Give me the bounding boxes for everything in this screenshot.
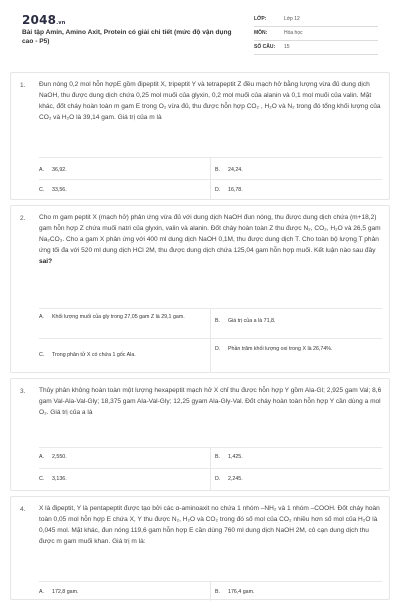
option-text: 2,245. [228,476,243,482]
option-letter: B. [215,589,221,595]
option-b[interactable] [215,167,243,174]
option-letter: D. [215,187,221,193]
question-card-1 [10,72,390,200]
option-letter: A. [39,314,45,320]
option-a[interactable] [39,314,202,321]
option-c[interactable] [39,352,136,359]
option-text: 24,24. [228,167,243,173]
option-letter: A. [39,589,45,595]
option-text: Phần trăm khối lượng oxi trong X là 26,74%. [228,346,333,352]
question-card-4 [10,496,390,600]
option-letter: D. [215,346,221,352]
option-a[interactable] [39,167,67,174]
logo-suffix: .vn [56,20,66,26]
question-text: Thủy phân không hoàn toàn một lượng hexapeptit mạch hở X chỉ thu được hỗn hợp Y gồm Ala-Gl; 2,925 gam Val; 8,6 gam Val-Ala-Val-Gly; 18,375 gam Ala-Val-Gly; 12,25 gyam Ala-Gly-Val. Đốt cháy hoàn toàn hỗn hợp Y cần dùng a mol O₂. Giá trị của a là [39,387,382,416]
option-letter: C. [39,187,45,193]
option-divider [39,179,382,180]
option-letter: B. [215,318,221,324]
option-letter: A. [39,167,45,173]
option-b[interactable] [215,589,255,596]
question-number: 1. [20,82,26,89]
option-c[interactable] [39,476,67,483]
question-card-3 [10,378,390,491]
meta-value: Hóa học [284,30,303,36]
option-divider [210,447,211,491]
option-text: 176,4 gam. [228,589,255,595]
document-header [0,0,400,58]
option-divider [39,338,382,339]
meta-row-subject [254,29,378,41]
meta-label: SỐ CÂU: [254,44,276,50]
question-text: Đun nóng 0,2 mol hỗn hợpE gồm đipeptit X, tripeptit Y và tetrapeptit Z đều mạch hở bằng lượng vừa đủ dung dịch NaOH, thu được dung dịch chứa 0,25 mol muối của glyxin, 0,2 mol muối của alanin và 0,1 mol muối của valin. Mặt khác, đốt cháy hoàn toàn m gam E trong O₂ vừa đủ, thu được hỗn hợp CO₂ , H₂O và N₂ trong đó tổng khối lượng của CO₂ và H₂O là 39,14 gam. Giá trị của m là [39,81,381,121]
option-divider [39,468,382,469]
option-text: 36,92. [52,167,67,173]
option-c[interactable] [39,187,67,194]
option-text: 33,56. [52,187,67,193]
option-text: Trong phân tử X có chứa 1 gốc Ala. [52,352,136,358]
option-text: 172,8 gam. [52,589,79,595]
option-text: 1,425. [228,454,243,460]
meta-row-grade [254,15,378,27]
question-body: Cho m gam peptit X (mạch hở) phản ứng vừa đủ với dung dịch NaOH đun nóng, thu được dung dịch chứa (m+18,2) gam hỗn hợp Z chứa muối natri của glyxin, valin và alanin. Đốt cháy hoàn toàn Z thu được N₂, CO₂, H₂O và 26,5 gam Na₂CO₃. Cho a gam X phản ứng với 400 ml dung dịch NaOH 0,1M, thu được dung dịch T. Cho toàn bộ lượng T phản ứng tối đa với 520 ml dung dịch HCl 2M, thu được dung dịch chứa 125,04 gam hỗn hợp muối. Kết luận nào sau đây [39,214,381,254]
option-b[interactable] [215,318,275,325]
question-number: 3. [20,388,26,395]
site-logo[interactable] [22,13,66,27]
option-letter: B. [215,167,221,173]
option-d[interactable] [215,346,378,353]
option-letter: C. [39,476,45,482]
option-text: 3,136. [52,476,67,482]
question-number: 4. [20,506,26,513]
page-title: Bài tập Amin, Amino Axit, Protein có giải chi tiết (mức độ vận dụng cao - P5) [22,29,232,45]
option-letter: D. [215,476,221,482]
option-divider [210,581,211,601]
option-a[interactable] [39,454,67,461]
option-text: 2,550. [52,454,67,460]
option-text: 16,78. [228,187,243,193]
question-card-2 [10,205,390,373]
option-divider [210,308,211,373]
option-d[interactable] [215,187,243,194]
option-d[interactable] [215,476,243,483]
logo-text: 2048 [22,13,57,27]
question-text: X là đipeptit, Y là pentapeptit được tạo bởi các α-aminoaxit no chứa 1 nhóm –NH₂ và 1 nhóm –COOH. Đốt cháy hoàn toàn 0,05 mol hỗn hợp E chứa X, Y thu được N₂, H₂O và CO₂ trong đó số mol của CO₂ nhiều hơn số mol của H₂O là 0,045 mol. Mặt khác, đun nóng 119,6 gam hỗn hợp E cần dùng 760 ml dung dịch NaOH 2M, cô cạn dung dịch thu được m gam muối khan. Giá trị m là: [39,505,380,545]
meta-row-count [254,43,378,55]
option-letter: A. [39,454,45,460]
meta-label: MÔN: [254,30,268,36]
question-emphasis: sai? [39,257,53,265]
option-a[interactable] [39,589,79,596]
meta-value: Lớp 12 [284,16,300,22]
question-text [39,213,382,268]
question-number: 2. [20,215,26,222]
option-text: Khối lượng muối của gly trong 27,05 gam Z là 29,1 gam. [52,314,185,320]
option-letter: B. [215,454,221,460]
option-b[interactable] [215,454,243,461]
option-letter: C. [39,352,45,358]
meta-label: LỚP: [254,16,267,22]
option-text: Giá trị của a là 71,8. [228,318,276,324]
meta-value: 15 [284,44,290,50]
